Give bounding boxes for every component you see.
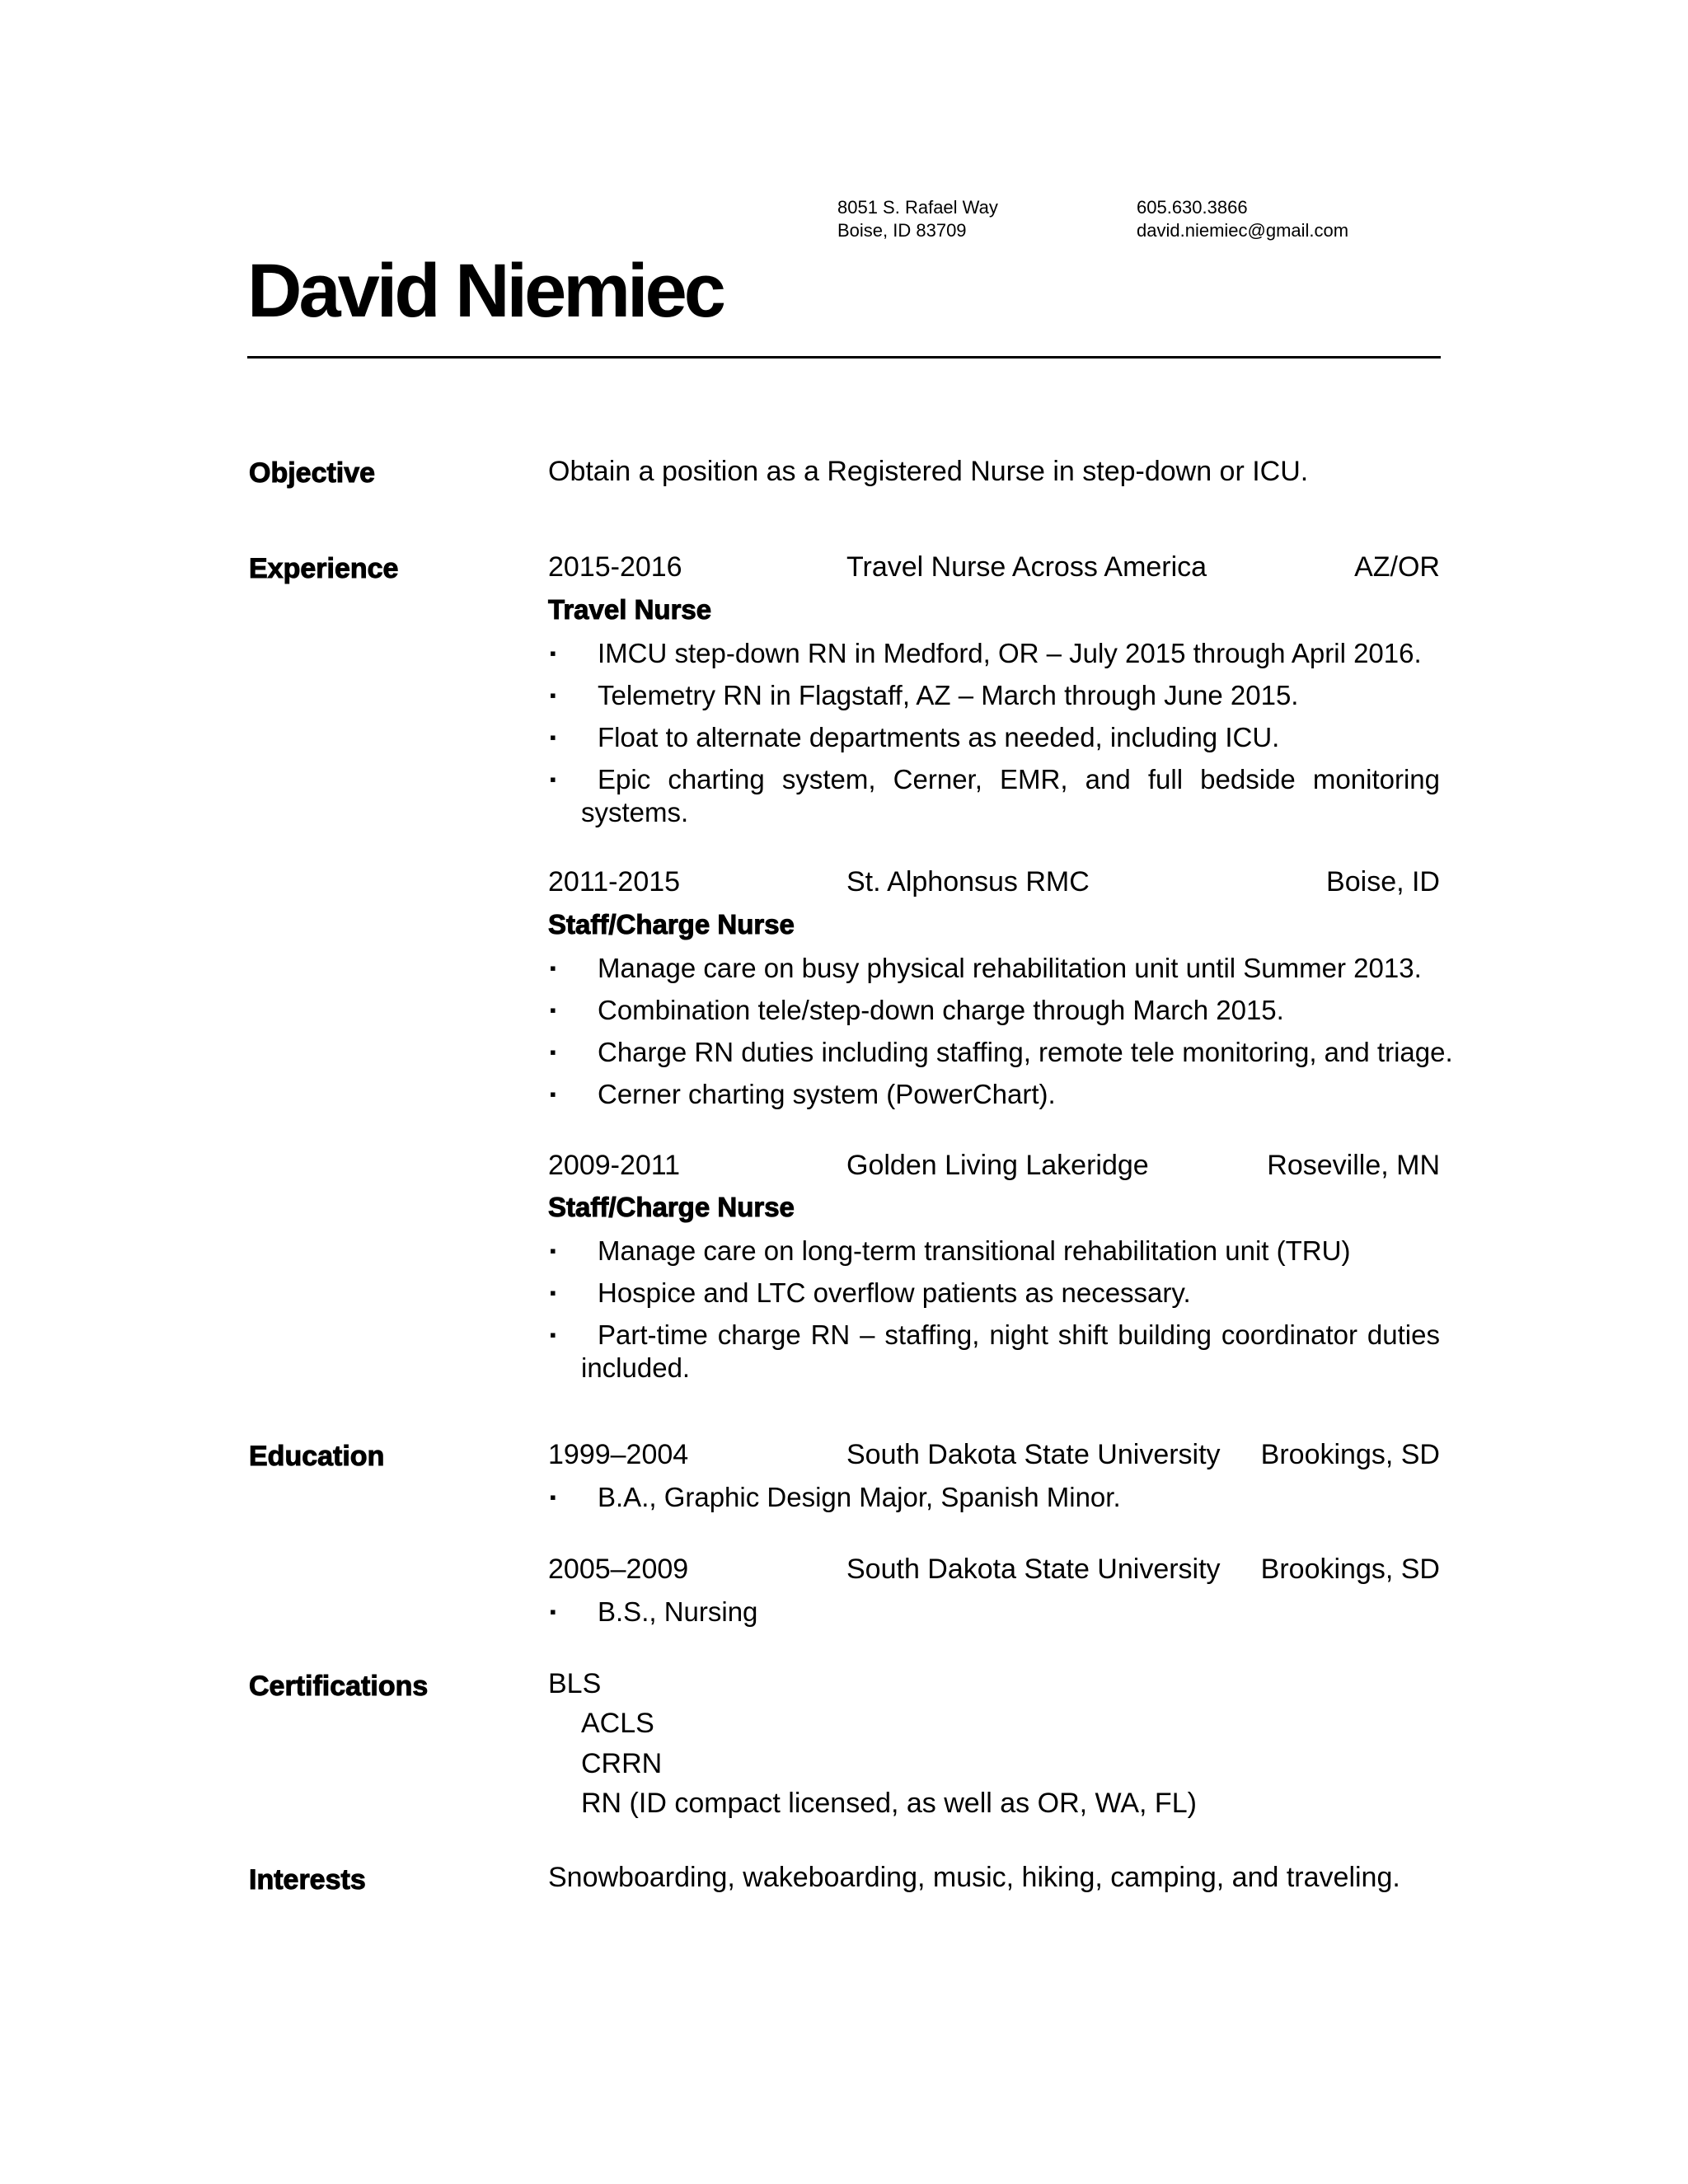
header-divider: [247, 356, 1441, 359]
list-item: [548, 1319, 1440, 1385]
education-location: Brookings, SD: [1260, 1439, 1440, 1470]
section-label-interests: Interests: [249, 1864, 366, 1896]
certification-item: RN (ID compact licensed, as well as OR, WA, FL): [581, 1788, 1197, 1819]
list-item: [548, 679, 1440, 712]
bullet-marker: ▪: [550, 1240, 556, 1261]
list-item: [548, 721, 1440, 754]
list-item-text: B.A., Graphic Design Major, Spanish Minor.: [598, 1482, 1121, 1512]
job-location: AZ/OR: [1354, 551, 1440, 583]
education-years: 2005–2009: [548, 1554, 689, 1585]
section-label-education: Education: [249, 1441, 385, 1472]
section-label-experience: Experience: [249, 553, 399, 584]
bullet-marker: ▪: [550, 685, 556, 705]
address-line-1: 8051 S. Rafael Way: [837, 197, 998, 218]
list-item: [548, 1078, 1440, 1111]
bullet-marker: ▪: [550, 1601, 556, 1622]
list-item: [548, 637, 1440, 670]
list-item-text: Hospice and LTC overflow patients as necessary.: [598, 1277, 1191, 1308]
education-years: 1999–2004: [548, 1439, 689, 1470]
bullet-marker: ▪: [550, 643, 556, 663]
education-header-row: [548, 1551, 1440, 1587]
list-item-text: Combination tele/step-down charge through March 2015.: [598, 995, 1284, 1025]
job-employer: Golden Living Lakeridge: [846, 1150, 1149, 1181]
certification-item: BLS: [548, 1668, 602, 1699]
list-item: [548, 952, 1440, 985]
education-header-row: [548, 1436, 1440, 1473]
job-title: Staff/Charge Nurse: [548, 1192, 795, 1222]
list-item: [548, 1481, 1440, 1514]
job-location: Boise, ID: [1326, 866, 1440, 898]
phone-number: 605.630.3866: [1137, 197, 1248, 218]
list-item-text: Float to alternate departments as needed, including ICU.: [598, 722, 1280, 752]
list-item: [548, 1596, 1440, 1629]
list-item: [548, 994, 1440, 1027]
job-years: 2011-2015: [548, 866, 681, 898]
list-item-text: B.S., Nursing: [598, 1596, 758, 1627]
address-block: [837, 196, 998, 242]
certification-item: CRRN: [581, 1748, 663, 1779]
certification-item: ACLS: [581, 1708, 654, 1739]
list-item-text: Manage care on busy physical rehabilitation unit until Summer 2013.: [598, 953, 1422, 983]
job-title: Staff/Charge Nurse: [548, 909, 795, 940]
list-item: [548, 1036, 1453, 1069]
job-employer: St. Alphonsus RMC: [846, 866, 1090, 898]
education-school: South Dakota State University: [846, 1439, 1221, 1470]
job-header-row: [548, 864, 1440, 900]
objective-text: Obtain a position as a Registered Nurse in step-down or ICU.: [548, 456, 1309, 487]
list-item-text: Part-time charge RN – staffing, night shift building coordinator duties included.: [581, 1319, 1440, 1383]
list-item-text: IMCU step-down RN in Medford, OR – July 2015 through April 2016.: [598, 638, 1422, 668]
job-title: Travel Nurse: [548, 594, 712, 625]
interests-text: Snowboarding, wakeboarding, music, hiking, camping, and traveling.: [548, 1862, 1400, 1893]
list-item: [548, 1277, 1440, 1310]
bullet-marker: ▪: [550, 958, 556, 978]
education-location: Brookings, SD: [1260, 1554, 1440, 1585]
job-employer: Travel Nurse Across America: [846, 551, 1207, 583]
bullet-marker: ▪: [550, 1042, 556, 1062]
list-item-text: Charge RN duties including staffing, remote tele monitoring, and triage.: [598, 1037, 1453, 1067]
list-item: [548, 763, 1440, 829]
section-label-objective: Objective: [249, 457, 376, 489]
job-header-row: [548, 549, 1440, 585]
list-item-text: Manage care on long-term transitional rehabilitation unit (TRU): [598, 1235, 1351, 1266]
list-item-text: Telemetry RN in Flagstaff, AZ – March through June 2015.: [598, 680, 1299, 710]
job-location: Roseville, MN: [1267, 1150, 1440, 1181]
address-line-2: Boise, ID 83709: [837, 220, 967, 241]
contact-block: [1137, 196, 1348, 242]
job-header-row: [548, 1147, 1440, 1183]
list-item: [548, 1235, 1440, 1268]
bullet-marker: ▪: [550, 1282, 556, 1303]
bullet-marker: ▪: [550, 1324, 556, 1345]
email-address: david.niemiec@gmail.com: [1137, 220, 1349, 241]
bullet-marker: ▪: [550, 769, 556, 790]
candidate-name: David Niemiec: [247, 249, 723, 333]
job-years: 2009-2011: [548, 1150, 681, 1181]
job-years: 2015-2016: [548, 551, 682, 583]
bullet-marker: ▪: [550, 1084, 556, 1104]
section-label-certifications: Certifications: [249, 1671, 429, 1702]
education-school: South Dakota State University: [846, 1554, 1221, 1585]
list-item-text: Epic charting system, Cerner, EMR, and full bedside monitoring systems.: [581, 764, 1440, 827]
bullet-marker: ▪: [550, 727, 556, 748]
list-item-text: Cerner charting system (PowerChart).: [598, 1079, 1056, 1109]
bullet-marker: ▪: [550, 1487, 556, 1507]
bullet-marker: ▪: [550, 1000, 556, 1020]
